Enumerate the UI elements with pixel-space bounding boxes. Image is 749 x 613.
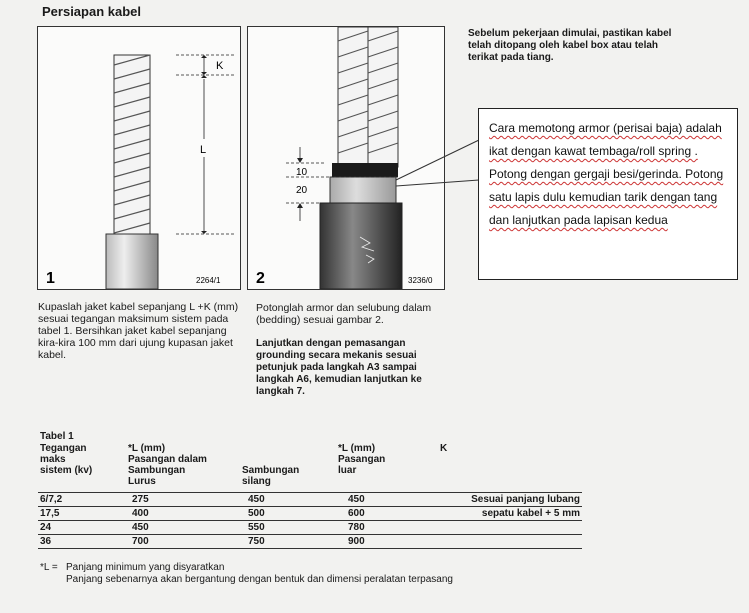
figure-number: 2 bbox=[256, 270, 265, 287]
table-header-inner-pair: Pasangan dalam bbox=[128, 454, 207, 465]
dimension-10-label: 10 bbox=[296, 167, 308, 178]
table-header-voltage: Tegangan maks sistem (kv) bbox=[40, 443, 93, 476]
figure-code: 2264/1 bbox=[196, 276, 221, 285]
table-row: 36 700 750 900 bbox=[38, 535, 582, 549]
table-header-straight: Sambungan Lurus bbox=[128, 465, 186, 487]
figure-number: 1 bbox=[46, 270, 55, 287]
dimension-l-label: L bbox=[200, 144, 207, 156]
table-header-k: K bbox=[440, 443, 448, 454]
callout-text: Cara memotong armor (perisai baja) adalah ikat dengan kawat tembaga/roll spring . Potong dengan gergaji besi/gerinda. Potong satu lapis dulu kemudian tarik dengan tang dan lanjutkan pada lapisan kedua bbox=[489, 121, 724, 227]
footnote-line-1: Panjang minimum yang disyaratkan bbox=[66, 562, 225, 573]
armor-cutting-callout bbox=[478, 108, 738, 280]
table-header-cross: Sambungan silang bbox=[242, 465, 300, 487]
table-header-outer: *L (mm) Pasangan luar bbox=[338, 443, 386, 476]
caption-figure-2-bold: Lanjutkan dengan pemasangan grounding secara mekanis sesuai petunjuk pada langkah A3 sampai langkah A6, kemudian lanjutkan ke langkah 7. bbox=[256, 338, 422, 397]
table-row: 24 450 550 780 bbox=[38, 521, 582, 535]
table-row: 6/7,2 275 450 450 Sesuai panjang lubang bbox=[40, 494, 580, 505]
table-row: 17,5 400 500 600 sepatu kabel + 5 mm bbox=[40, 508, 580, 519]
dimension-20-label: 20 bbox=[296, 185, 308, 196]
dimension-k-label: K bbox=[216, 60, 224, 72]
caption-figure-1: Kupaslah jaket kabel sepanjang L +K (mm) sesuai tegangan maksimum sistem pada tabel 1. Bersihkan jaket kabel sepanjang kira-kira 100 mm dari ujung kupasan jaket kabel. bbox=[38, 301, 239, 361]
footnote-line-2: Panjang sebenarnya akan bergantung dengan bentuk dan dimensi peralatan terpasang bbox=[66, 574, 453, 585]
table-caption: Tabel 1 bbox=[40, 431, 74, 442]
footnote-label: *L = bbox=[40, 562, 58, 573]
note-top: Sebelum pekerjaan dimulai, pastikan kabel telah ditopang oleh kabel box atau telah terikat pada tiang. bbox=[468, 28, 672, 63]
page-title: Persiapan kabel bbox=[42, 4, 141, 19]
table-header-l-inner: *L (mm) bbox=[128, 443, 166, 454]
figure-code: 3236/0 bbox=[408, 276, 433, 285]
caption-figure-2: Potonglah armor dan selubung dalam (bedding) sesuai gambar 2. bbox=[256, 302, 432, 326]
spec-table bbox=[38, 492, 582, 549]
